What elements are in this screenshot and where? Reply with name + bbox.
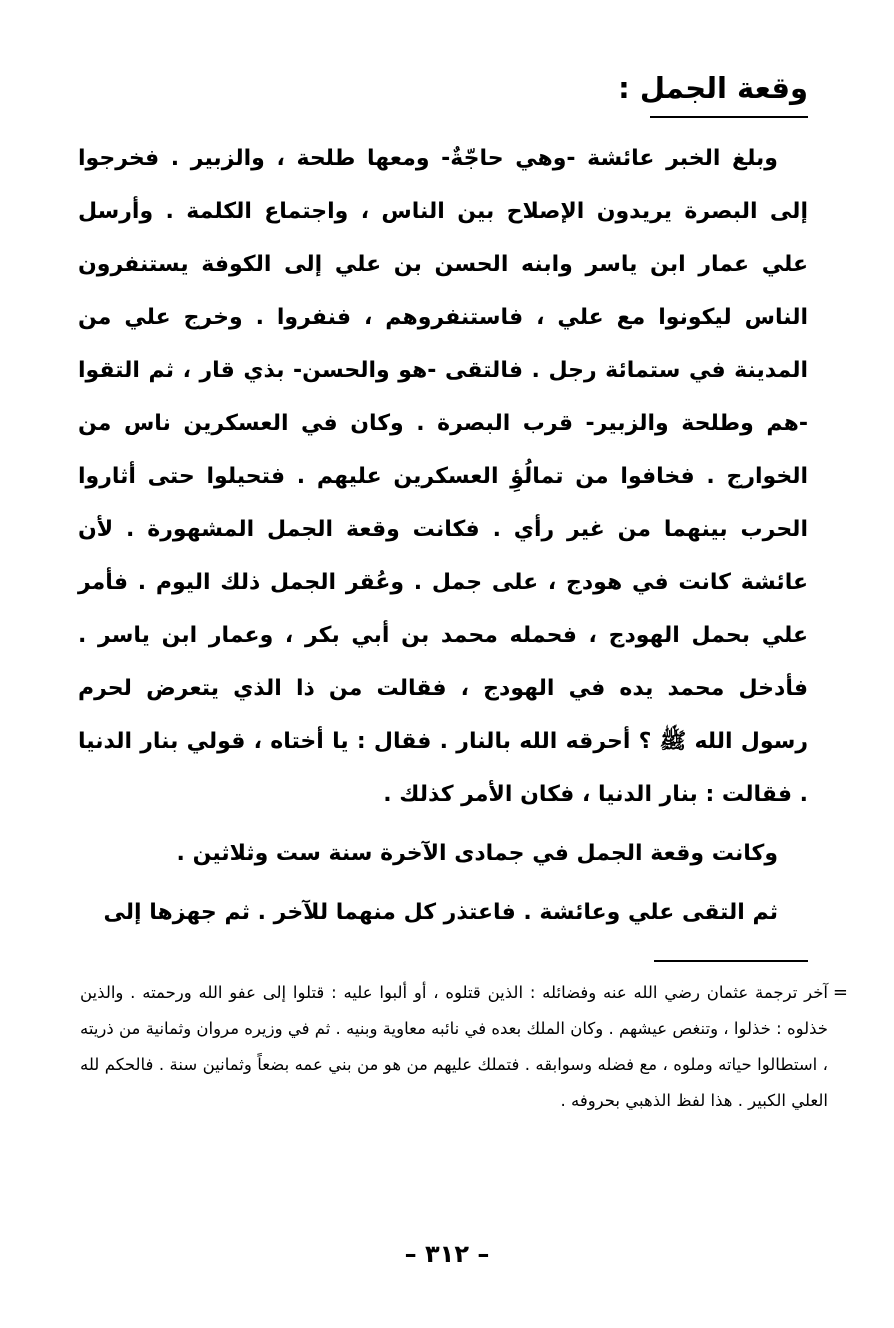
footnote-rule	[654, 960, 808, 962]
footnote-text: آخر ترجمة عثمان رضي الله عنه وفضائله : الذين قتلوه ، أو ألبوا عليه : قتلوا إلى عفو الله ورحمته . والذين خذلوه : خذلوا ، وتنغص عيشهم . وكان الملك بعده في نائبه معاوية وبنيه . ثم في وزيره مروان وثمانية من ذريته ، استطالوا حياته وملوه ، مع فضله وسوابقه . فتملك عليهم من هو من بني عمه بضعاً وثمانين سنة . فالحكم لله العلي الكبير . هذا لفظ الذهبي بحروفه .	[80, 983, 828, 1110]
paragraph-1: وبلغ الخبر عائشة -وهي حاجّةٌ- ومعها طلحة ، والزبير . فخرجوا إلى البصرة يريدون الإصلاح بين الناس ، واجتماع الكلمة . وأرسل علي عمار ابن ياسر وابنه الحسن بن علي إلى الكوفة يستنفرون الناس ليكونوا مع علي ، فاستنفروهم ، فنفروا . وخرج علي من المدينة في ستمائة رجل . فالتقى -هو والحسن- بذي قار ، ثم التقوا -هم وطلحة والزبير- قرب البصرة . وكان في العسكرين ناس من الخوارج . فخافوا من تمالُؤِ العسكرين عليهم . فتحيلوا حتى أثاروا الحرب بينهما من غير رأي . فكانت وقعة الجمل المشهورة . لأن عائشة كانت في هودج ، على جمل . وعُقر الجمل ذلك اليوم . فأمر علي بحمل الهودج ، فحمله محمد بن أبي بكر ، وعمار ابن ياسر . فأدخل محمد يده في الهودج ، فقالت من ذا الذي يتعرض لحرم رسول الله ﷺ ؟ أحرقه الله بالنار . فقال : يا أختاه ، قولي بنار الدنيا . فقالت : بنار الدنيا ، فكان الأمر كذلك .	[78, 146, 808, 807]
body-text	[78, 132, 808, 939]
paragraph-3: ثم التقى علي وعائشة . فاعتذر كل منهما للآخر . ثم جهزها إلى	[103, 900, 778, 925]
page-number: – ٣١٢ –	[404, 1240, 490, 1268]
footnote-block	[80, 975, 848, 1119]
paragraph-2: وكانت وقعة الجمل في جمادى الآخرة سنة ست وثلاثين .	[176, 841, 778, 866]
footnote-marker: =	[832, 982, 848, 1003]
section-heading-block	[618, 66, 808, 118]
heading-underline	[650, 116, 808, 118]
section-heading: وقعة الجمل :	[618, 71, 808, 105]
